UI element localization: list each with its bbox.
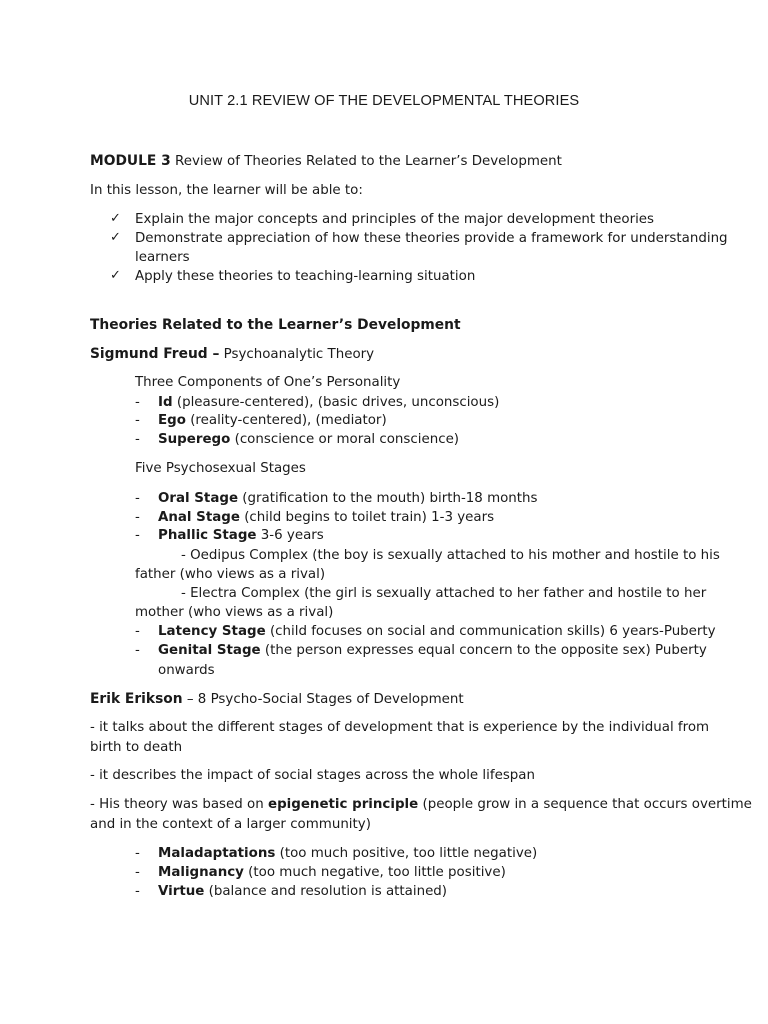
term-superego: Superego	[158, 432, 231, 447]
desc-oral: (gratification to the mouth) birth-18 months	[242, 491, 538, 506]
list-item-virtue	[158, 883, 447, 901]
objective-1: Explain the major concepts and principles of the major development theories	[135, 212, 655, 227]
term-maladaptations: Maladaptations	[158, 846, 276, 861]
list-item-maladaptations	[158, 845, 537, 863]
bullet-dash: -	[135, 413, 140, 428]
desc-id: (pleasure-centered), (basic drives, unconscious)	[176, 395, 500, 410]
electra-line: - Electra Complex (the girl is sexually attached to her father and hostile to her	[181, 586, 707, 601]
erikson-heading	[90, 690, 464, 709]
components-title: Three Components of One’s Personality	[135, 375, 401, 390]
module-text: Review of Theories Related to the Learner’s Development	[175, 154, 562, 169]
theories-heading: Theories Related to the Learner’s Development	[90, 317, 461, 333]
checkmark-icon: ✓	[110, 211, 121, 226]
desc-anal: (child begins to toilet train) 1-3 years	[244, 510, 495, 525]
page-title: UNIT 2.1 REVIEW OF THE DEVELOPMENTAL THEORIES	[188, 93, 580, 109]
stages-title: Five Psychosexual Stages	[135, 461, 306, 476]
erikson-paragraph-2: - it describes the impact of social stages across the whole lifespan	[90, 768, 535, 783]
list-item-id	[158, 394, 499, 412]
list-item-superego	[158, 431, 459, 449]
term-ego: Ego	[158, 413, 186, 428]
bullet-dash: -	[135, 491, 140, 506]
desc-malignancy: (too much negative, too little positive)	[248, 865, 506, 880]
freud-theory: Psychoanalytic Theory	[223, 347, 375, 362]
list-item-phallic	[158, 527, 324, 545]
desc-ego: (reality-centered), (mediator)	[190, 413, 387, 428]
term-id: Id	[158, 395, 173, 410]
electra-line-continued: mother (who views as a rival)	[135, 605, 334, 620]
bullet-dash: -	[135, 643, 140, 658]
term-epigenetic: epigenetic principle	[267, 797, 419, 812]
erikson-paragraph-3-continued: and in the context of a larger community)	[90, 817, 371, 832]
bullet-dash: -	[135, 510, 140, 525]
freud-heading	[90, 345, 374, 364]
erikson-paragraph-1: - it talks about the different stages of development that is experience by the individual from	[90, 720, 710, 735]
term-anal: Anal Stage	[158, 510, 240, 525]
list-item-genital	[158, 642, 707, 660]
module-line	[90, 152, 562, 171]
bullet-dash: -	[135, 884, 140, 899]
desc-superego: (conscience or moral conscience)	[234, 432, 460, 447]
list-item-oral	[158, 490, 538, 508]
term-phallic: Phallic Stage	[158, 528, 257, 543]
term-malignancy: Malignancy	[158, 865, 244, 880]
intro-text: In this lesson, the learner will be able to:	[90, 183, 363, 198]
erikson-name: Erik Erikson	[90, 691, 183, 707]
list-item-ego	[158, 412, 387, 430]
genital-continued: onwards	[158, 663, 215, 678]
bullet-dash: -	[135, 624, 140, 639]
p3-pre: - His theory was based on	[90, 797, 264, 812]
list-item-anal	[158, 509, 494, 527]
freud-name: Sigmund Freud –	[90, 346, 220, 362]
desc-latency: (child focuses on social and communication skills) 6 years-Puberty	[269, 624, 716, 639]
term-genital: Genital Stage	[158, 643, 261, 658]
bullet-dash: -	[135, 432, 140, 447]
p3-post: (people grow in a sequence that occurs overtime	[422, 797, 752, 812]
term-virtue: Virtue	[158, 884, 205, 899]
module-label: MODULE 3	[90, 153, 171, 169]
desc-phallic: 3-6 years	[260, 528, 324, 543]
checkmark-icon: ✓	[110, 268, 121, 283]
erikson-paragraph-1-continued: birth to death	[90, 740, 183, 755]
list-item-latency	[158, 623, 716, 641]
bullet-dash: -	[135, 865, 140, 880]
objective-3: Apply these theories to teaching-learning situation	[135, 269, 476, 284]
objective-2: Demonstrate appreciation of how these theories provide a framework for understanding	[135, 231, 728, 246]
term-latency: Latency Stage	[158, 624, 266, 639]
checkmark-icon: ✓	[110, 230, 121, 245]
term-oral: Oral Stage	[158, 491, 239, 506]
erikson-paragraph-3	[90, 796, 752, 814]
bullet-dash: -	[135, 395, 140, 410]
erikson-theory: – 8 Psycho-Social Stages of Development	[186, 692, 464, 707]
bullet-dash: -	[135, 846, 140, 861]
desc-genital: (the person expresses equal concern to the opposite sex) Puberty	[264, 643, 707, 658]
oedipus-line: - Oedipus Complex (the boy is sexually attached to his mother and hostile to his	[181, 548, 720, 563]
desc-maladaptations: (too much positive, too little negative)	[279, 846, 538, 861]
bullet-dash: -	[135, 528, 140, 543]
desc-virtue: (balance and resolution is attained)	[208, 884, 448, 899]
objective-2-continued: learners	[135, 250, 190, 265]
list-item-malignancy	[158, 864, 506, 882]
oedipus-line-continued: father (who views as a rival)	[135, 567, 326, 582]
